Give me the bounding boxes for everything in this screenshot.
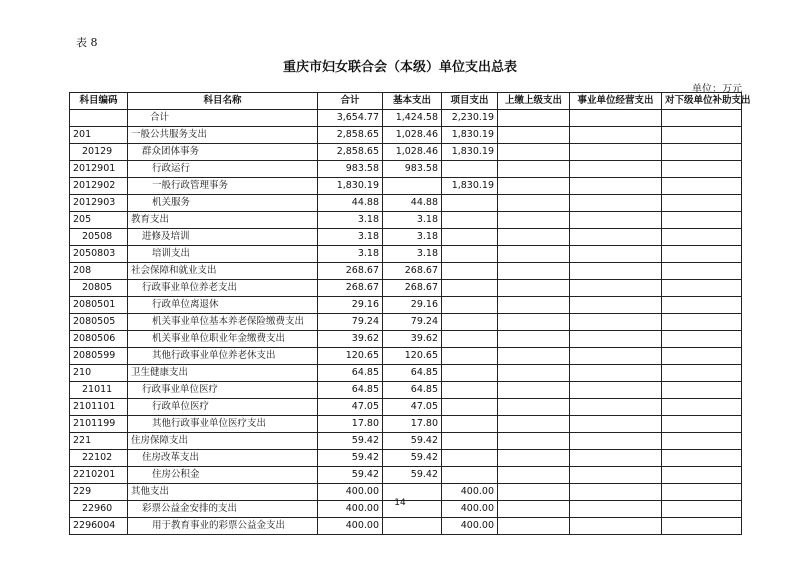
cell-name: 住房公积金 xyxy=(128,467,318,484)
cell-subsidy xyxy=(662,127,742,144)
cell-project xyxy=(442,161,498,178)
table-row xyxy=(70,399,742,416)
cell-upper xyxy=(498,178,570,195)
cell-subsidy xyxy=(662,178,742,195)
cell-business xyxy=(570,450,662,467)
cell-basic: 47.05 xyxy=(383,399,442,416)
cell-business xyxy=(570,331,662,348)
cell-project xyxy=(442,280,498,297)
cell-total: 59.42 xyxy=(318,433,383,450)
cell-name: 行政事业单位医疗 xyxy=(128,382,318,399)
expenditure-table xyxy=(69,92,751,535)
cell-project xyxy=(442,314,498,331)
cell-subsidy xyxy=(662,297,742,314)
table-row xyxy=(70,467,742,484)
cell-upper xyxy=(498,280,570,297)
cell-subsidy xyxy=(662,382,742,399)
cell-code: 20129 xyxy=(70,144,128,161)
cell-name: 机关事业单位基本养老保险缴费支出 xyxy=(128,314,318,331)
cell-code: 2050803 xyxy=(70,246,128,263)
table-row xyxy=(70,416,742,433)
cell-business xyxy=(570,178,662,195)
header-upper: 上缴上级支出 xyxy=(498,93,570,110)
table-header-row xyxy=(70,93,742,110)
cell-upper xyxy=(498,246,570,263)
cell-subsidy xyxy=(662,110,742,127)
cell-code: 221 xyxy=(70,433,128,450)
cell-basic: 268.67 xyxy=(383,263,442,280)
cell-subsidy xyxy=(662,144,742,161)
table-row xyxy=(70,433,742,450)
cell-subsidy xyxy=(662,331,742,348)
cell-code: 2012902 xyxy=(70,178,128,195)
table-row xyxy=(70,178,742,195)
table-row xyxy=(70,297,742,314)
table-row xyxy=(70,161,742,178)
table-row xyxy=(70,314,742,331)
table-row xyxy=(70,365,742,382)
cell-name: 一般公共服务支出 xyxy=(128,127,318,144)
cell-name: 合计 xyxy=(128,110,318,127)
cell-subsidy xyxy=(662,433,742,450)
cell-code: 2080599 xyxy=(70,348,128,365)
table-row xyxy=(70,348,742,365)
cell-upper xyxy=(498,297,570,314)
table-row xyxy=(70,110,742,127)
cell-business xyxy=(570,246,662,263)
cell-total: 39.62 xyxy=(318,331,383,348)
cell-code: 2210201 xyxy=(70,467,128,484)
cell-basic: 1,028.46 xyxy=(383,144,442,161)
cell-project xyxy=(442,450,498,467)
cell-project xyxy=(442,467,498,484)
cell-business xyxy=(570,518,662,535)
table-row xyxy=(70,263,742,280)
cell-upper xyxy=(498,144,570,161)
cell-upper xyxy=(498,365,570,382)
cell-name: 机关事业单位职业年金缴费支出 xyxy=(128,331,318,348)
cell-subsidy xyxy=(662,365,742,382)
cell-code xyxy=(70,110,128,127)
cell-code: 2012903 xyxy=(70,195,128,212)
table-row xyxy=(70,382,742,399)
cell-basic: 3.18 xyxy=(383,246,442,263)
table-row xyxy=(70,518,742,535)
cell-upper xyxy=(498,161,570,178)
cell-business xyxy=(570,416,662,433)
cell-name: 培训支出 xyxy=(128,246,318,263)
cell-total: 400.00 xyxy=(318,518,383,535)
cell-project xyxy=(442,399,498,416)
cell-project xyxy=(442,195,498,212)
cell-name: 卫生健康支出 xyxy=(128,365,318,382)
cell-upper xyxy=(498,382,570,399)
cell-basic: 29.16 xyxy=(383,297,442,314)
cell-basic xyxy=(383,178,442,195)
cell-total: 268.67 xyxy=(318,280,383,297)
cell-name: 行政事业单位养老支出 xyxy=(128,280,318,297)
cell-subsidy xyxy=(662,246,742,263)
cell-subsidy xyxy=(662,348,742,365)
cell-project xyxy=(442,246,498,263)
cell-project xyxy=(442,212,498,229)
cell-project: 400.00 xyxy=(442,484,498,501)
cell-code: 205 xyxy=(70,212,128,229)
cell-code: 22960 xyxy=(70,501,128,518)
header-code: 科目编码 xyxy=(70,93,128,110)
cell-name: 彩票公益金安排的支出 xyxy=(128,501,318,518)
table-row xyxy=(70,127,742,144)
cell-subsidy xyxy=(662,229,742,246)
cell-total: 47.05 xyxy=(318,399,383,416)
cell-name: 用于教育事业的彩票公益金支出 xyxy=(128,518,318,535)
cell-project xyxy=(442,365,498,382)
cell-code: 20805 xyxy=(70,280,128,297)
table-row xyxy=(70,195,742,212)
cell-basic: 64.85 xyxy=(383,365,442,382)
cell-total: 29.16 xyxy=(318,297,383,314)
cell-total: 400.00 xyxy=(318,501,383,518)
cell-upper xyxy=(498,263,570,280)
cell-business xyxy=(570,161,662,178)
cell-upper xyxy=(498,110,570,127)
cell-upper xyxy=(498,467,570,484)
cell-basic: 59.42 xyxy=(383,467,442,484)
cell-code: 21011 xyxy=(70,382,128,399)
header-subsidy: 对下级单位补助支出 xyxy=(662,93,742,110)
cell-code: 2012901 xyxy=(70,161,128,178)
cell-subsidy xyxy=(662,195,742,212)
cell-business xyxy=(570,467,662,484)
cell-project xyxy=(442,382,498,399)
cell-subsidy xyxy=(662,518,742,535)
cell-business xyxy=(570,297,662,314)
cell-project: 1,830.19 xyxy=(442,127,498,144)
page-title: 重庆市妇女联合会（本级）单位支出总表 xyxy=(282,60,517,75)
cell-business xyxy=(570,229,662,246)
cell-name: 其他行政事业单位养老休支出 xyxy=(128,348,318,365)
cell-basic: 59.42 xyxy=(383,433,442,450)
cell-basic: 39.62 xyxy=(383,331,442,348)
cell-basic: 79.24 xyxy=(383,314,442,331)
unit-label: 单位：万元 xyxy=(692,84,742,95)
cell-name: 进修及培训 xyxy=(128,229,318,246)
cell-total: 17.80 xyxy=(318,416,383,433)
cell-basic: 3.18 xyxy=(383,212,442,229)
cell-total: 3.18 xyxy=(318,229,383,246)
cell-upper xyxy=(498,399,570,416)
cell-basic: 1,424.58 xyxy=(383,110,442,127)
cell-name: 群众团体事务 xyxy=(128,144,318,161)
cell-project: 400.00 xyxy=(442,518,498,535)
cell-total: 3,654.77 xyxy=(318,110,383,127)
cell-total: 3.18 xyxy=(318,212,383,229)
cell-total: 120.65 xyxy=(318,348,383,365)
cell-total: 268.67 xyxy=(318,263,383,280)
table-row xyxy=(70,280,742,297)
cell-basic: 17.80 xyxy=(383,416,442,433)
cell-code: 22102 xyxy=(70,450,128,467)
cell-upper xyxy=(498,348,570,365)
cell-project: 1,830.19 xyxy=(442,144,498,161)
cell-subsidy xyxy=(662,399,742,416)
cell-business xyxy=(570,195,662,212)
cell-upper xyxy=(498,212,570,229)
cell-name: 住房保障支出 xyxy=(128,433,318,450)
cell-code: 210 xyxy=(70,365,128,382)
cell-name: 行政运行 xyxy=(128,161,318,178)
cell-total: 2,858.65 xyxy=(318,127,383,144)
cell-name: 其他行政事业单位医疗支出 xyxy=(128,416,318,433)
cell-upper xyxy=(498,450,570,467)
cell-project xyxy=(442,229,498,246)
cell-basic xyxy=(383,518,442,535)
cell-upper xyxy=(498,314,570,331)
cell-basic: 64.85 xyxy=(383,382,442,399)
cell-business xyxy=(570,399,662,416)
cell-business xyxy=(570,110,662,127)
cell-code: 2080501 xyxy=(70,297,128,314)
cell-code: 2080506 xyxy=(70,331,128,348)
cell-total: 64.85 xyxy=(318,365,383,382)
cell-upper xyxy=(498,195,570,212)
cell-name: 住房改革支出 xyxy=(128,450,318,467)
cell-project xyxy=(442,331,498,348)
cell-project xyxy=(442,297,498,314)
cell-total: 2,858.65 xyxy=(318,144,383,161)
cell-name: 行政单位医疗 xyxy=(128,399,318,416)
header-basic: 基本支出 xyxy=(383,93,442,110)
cell-code: 20508 xyxy=(70,229,128,246)
cell-upper xyxy=(498,331,570,348)
cell-subsidy xyxy=(662,263,742,280)
table-row xyxy=(70,144,742,161)
cell-total: 1,830.19 xyxy=(318,178,383,195)
cell-upper xyxy=(498,518,570,535)
cell-subsidy xyxy=(662,416,742,433)
cell-total: 400.00 xyxy=(318,484,383,501)
cell-business xyxy=(570,127,662,144)
cell-business xyxy=(570,348,662,365)
cell-code: 229 xyxy=(70,484,128,501)
cell-project: 2,230.19 xyxy=(442,110,498,127)
cell-name: 机关服务 xyxy=(128,195,318,212)
table-row xyxy=(70,246,742,263)
table-label: 表 8 xyxy=(76,36,98,49)
cell-name: 行政单位离退休 xyxy=(128,297,318,314)
cell-total: 64.85 xyxy=(318,382,383,399)
cell-total: 3.18 xyxy=(318,246,383,263)
cell-code: 2296004 xyxy=(70,518,128,535)
cell-code: 208 xyxy=(70,263,128,280)
cell-subsidy xyxy=(662,467,742,484)
cell-code: 201 xyxy=(70,127,128,144)
cell-name: 社会保障和就业支出 xyxy=(128,263,318,280)
table-row xyxy=(70,331,742,348)
cell-subsidy xyxy=(662,450,742,467)
cell-total: 79.24 xyxy=(318,314,383,331)
table-row xyxy=(70,229,742,246)
header-project: 项目支出 xyxy=(442,93,498,110)
cell-project: 400.00 xyxy=(442,501,498,518)
table-row xyxy=(70,212,742,229)
cell-project xyxy=(442,416,498,433)
cell-upper xyxy=(498,416,570,433)
cell-subsidy xyxy=(662,212,742,229)
cell-business xyxy=(570,144,662,161)
cell-business xyxy=(570,382,662,399)
cell-business xyxy=(570,433,662,450)
cell-subsidy xyxy=(662,280,742,297)
cell-project xyxy=(442,433,498,450)
header-name: 科目名称 xyxy=(128,93,318,110)
cell-business xyxy=(570,263,662,280)
cell-business xyxy=(570,314,662,331)
cell-subsidy xyxy=(662,314,742,331)
cell-basic: 44.88 xyxy=(383,195,442,212)
cell-business xyxy=(570,365,662,382)
cell-project xyxy=(442,348,498,365)
cell-name: 教育支出 xyxy=(128,212,318,229)
cell-basic: 1,028.46 xyxy=(383,127,442,144)
cell-project xyxy=(442,263,498,280)
cell-project: 1,830.19 xyxy=(442,178,498,195)
header-business: 事业单位经营支出 xyxy=(570,93,662,110)
cell-total: 59.42 xyxy=(318,467,383,484)
cell-basic: 268.67 xyxy=(383,280,442,297)
cell-upper xyxy=(498,127,570,144)
cell-business xyxy=(570,280,662,297)
cell-code: 2101199 xyxy=(70,416,128,433)
cell-code: 2101101 xyxy=(70,399,128,416)
cell-code: 2080505 xyxy=(70,314,128,331)
cell-upper xyxy=(498,433,570,450)
cell-subsidy xyxy=(662,161,742,178)
cell-name: 一般行政管理事务 xyxy=(128,178,318,195)
cell-total: 983.58 xyxy=(318,161,383,178)
cell-basic: 59.42 xyxy=(383,450,442,467)
cell-upper xyxy=(498,229,570,246)
cell-basic: 3.18 xyxy=(383,229,442,246)
cell-basic: 120.65 xyxy=(383,348,442,365)
cell-business xyxy=(570,212,662,229)
cell-name: 其他支出 xyxy=(128,484,318,501)
header-total: 合计 xyxy=(318,93,383,110)
table-row xyxy=(70,450,742,467)
page-number: 14 xyxy=(394,498,406,508)
cell-total: 44.88 xyxy=(318,195,383,212)
cell-total: 59.42 xyxy=(318,450,383,467)
cell-basic: 983.58 xyxy=(383,161,442,178)
